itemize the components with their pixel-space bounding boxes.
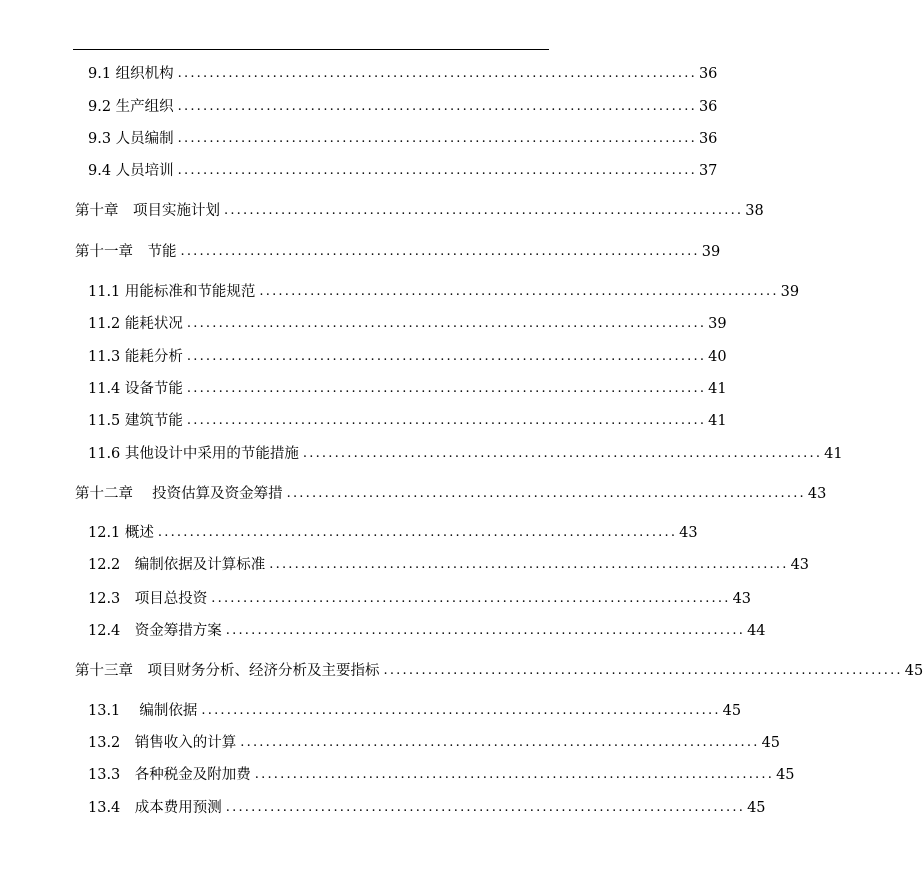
toc-entry[interactable] xyxy=(88,798,766,818)
dot-leader: .................................................................................. xyxy=(225,800,746,815)
dot-leader: .................................................................................. xyxy=(240,735,760,750)
toc-entry[interactable] xyxy=(88,523,698,543)
dot-leader: .................................................................................. xyxy=(186,349,707,364)
dot-leader: .................................................................................. xyxy=(177,66,697,81)
toc-entry-page: 45 xyxy=(904,663,923,679)
toc-entry-page: 39 xyxy=(780,284,800,300)
dot-leader: .................................................................................. xyxy=(302,446,823,461)
toc-entry-title: 11.2 能耗状况 xyxy=(88,316,183,332)
toc-entry-title: 11.4 设备节能 xyxy=(88,381,183,397)
toc-entry-title: 12.1 概述 xyxy=(88,525,154,541)
toc-entry-page: 41 xyxy=(708,381,727,397)
toc-entry[interactable] xyxy=(75,484,827,504)
toc-entry[interactable] xyxy=(88,282,800,302)
toc-entry-title: 11.5 建筑节能 xyxy=(88,413,183,429)
dot-leader: .................................................................................. xyxy=(186,316,707,331)
toc-entry-title: 12.4 资金筹措方案 xyxy=(88,623,222,639)
toc-entry-page: 36 xyxy=(698,99,718,115)
toc-entry-title: 11.3 能耗分析 xyxy=(88,349,183,365)
toc-entry-page: 39 xyxy=(708,316,727,332)
toc-entry[interactable] xyxy=(88,314,727,334)
toc-entry-title: 12.2 编制依据及计算标准 xyxy=(88,557,266,573)
toc-entry[interactable] xyxy=(75,661,923,681)
dot-leader: .................................................................................. xyxy=(177,99,697,114)
dot-leader: .................................................................................. xyxy=(225,623,746,638)
toc-entry-title: 第十一章 节能 xyxy=(75,244,177,260)
toc-entry-title: 9.2 生产组织 xyxy=(88,99,174,115)
dot-leader: .................................................................................. xyxy=(177,163,697,178)
toc-entry[interactable] xyxy=(88,411,727,431)
toc-entry[interactable] xyxy=(88,161,718,181)
toc-entry[interactable] xyxy=(88,733,781,753)
toc-entry[interactable] xyxy=(75,242,721,262)
toc-entry-page: 45 xyxy=(747,800,766,816)
toc-entry[interactable] xyxy=(88,129,718,149)
dot-leader: .................................................................................. xyxy=(286,486,806,501)
toc-entry-page: 37 xyxy=(698,163,718,179)
toc-entry-page: 36 xyxy=(698,66,718,82)
dot-leader: .................................................................................. xyxy=(157,525,678,540)
header-rule xyxy=(73,49,549,50)
dot-leader: .................................................................................. xyxy=(269,557,789,572)
toc-entry-title: 11.1 用能标准和节能规范 xyxy=(88,284,256,300)
toc-entry-title: 第十二章 投资估算及资金筹措 xyxy=(75,486,283,502)
toc-entry-page: 36 xyxy=(698,131,718,147)
toc-entry-page: 45 xyxy=(761,735,781,751)
toc-entry[interactable] xyxy=(88,444,843,464)
toc-entry-title: 第十三章 项目财务分析、经济分析及主要指标 xyxy=(75,663,380,679)
dot-leader: .................................................................................. xyxy=(383,663,903,678)
toc-entry-title: 第十章 项目实施计划 xyxy=(75,203,220,219)
dot-leader: .................................................................................. xyxy=(177,131,697,146)
toc-entry[interactable] xyxy=(88,379,727,399)
toc-entry-page: 44 xyxy=(747,623,766,639)
toc-entry-page: 38 xyxy=(745,203,764,219)
toc-entry-title: 13.3 各种税金及附加费 xyxy=(88,767,251,783)
toc-entry-page: 39 xyxy=(701,244,721,260)
toc-entry[interactable] xyxy=(88,97,718,117)
toc-entry-title: 13.1 编制依据 xyxy=(88,703,198,719)
toc-entry-title: 11.6 其他设计中采用的节能措施 xyxy=(88,446,299,462)
dot-leader: .................................................................................. xyxy=(180,244,700,259)
toc-entry-title: 9.1 组织机构 xyxy=(88,66,174,82)
toc-entry-page: 45 xyxy=(776,767,795,783)
toc-entry[interactable] xyxy=(75,201,764,221)
dot-leader: .................................................................................. xyxy=(186,413,707,428)
toc-entry[interactable] xyxy=(88,64,718,84)
toc-entry-page: 41 xyxy=(708,413,727,429)
toc-entry-page: 43 xyxy=(790,557,810,573)
toc-entry[interactable] xyxy=(88,765,795,785)
toc-entry-page: 43 xyxy=(679,525,698,541)
toc-entry[interactable] xyxy=(88,347,727,367)
toc-entry[interactable] xyxy=(88,555,810,575)
toc-entry-page: 43 xyxy=(807,486,827,502)
dot-leader: .................................................................................. xyxy=(201,703,721,718)
toc-entry-title: 9.4 人员培训 xyxy=(88,163,174,179)
toc-entry-title: 9.3 人员编制 xyxy=(88,131,174,147)
toc-entry-page: 41 xyxy=(824,446,843,462)
toc-entry[interactable] xyxy=(88,589,752,609)
toc-entry-page: 40 xyxy=(708,349,727,365)
toc-entry-title: 13.4 成本费用预测 xyxy=(88,800,222,816)
toc-entry-page: 45 xyxy=(722,703,742,719)
dot-leader: .................................................................................. xyxy=(259,284,779,299)
dot-leader: .................................................................................. xyxy=(254,767,775,782)
dot-leader: .................................................................................. xyxy=(186,381,707,396)
toc-entry-title: 13.2 销售收入的计算 xyxy=(88,735,237,751)
dot-leader: .................................................................................. xyxy=(211,591,731,606)
toc-entry-page: 43 xyxy=(732,591,752,607)
dot-leader: .................................................................................. xyxy=(224,203,744,218)
toc-entry[interactable] xyxy=(88,701,742,721)
toc-entry-title: 12.3 项目总投资 xyxy=(88,591,208,607)
toc-entry[interactable] xyxy=(88,621,766,641)
